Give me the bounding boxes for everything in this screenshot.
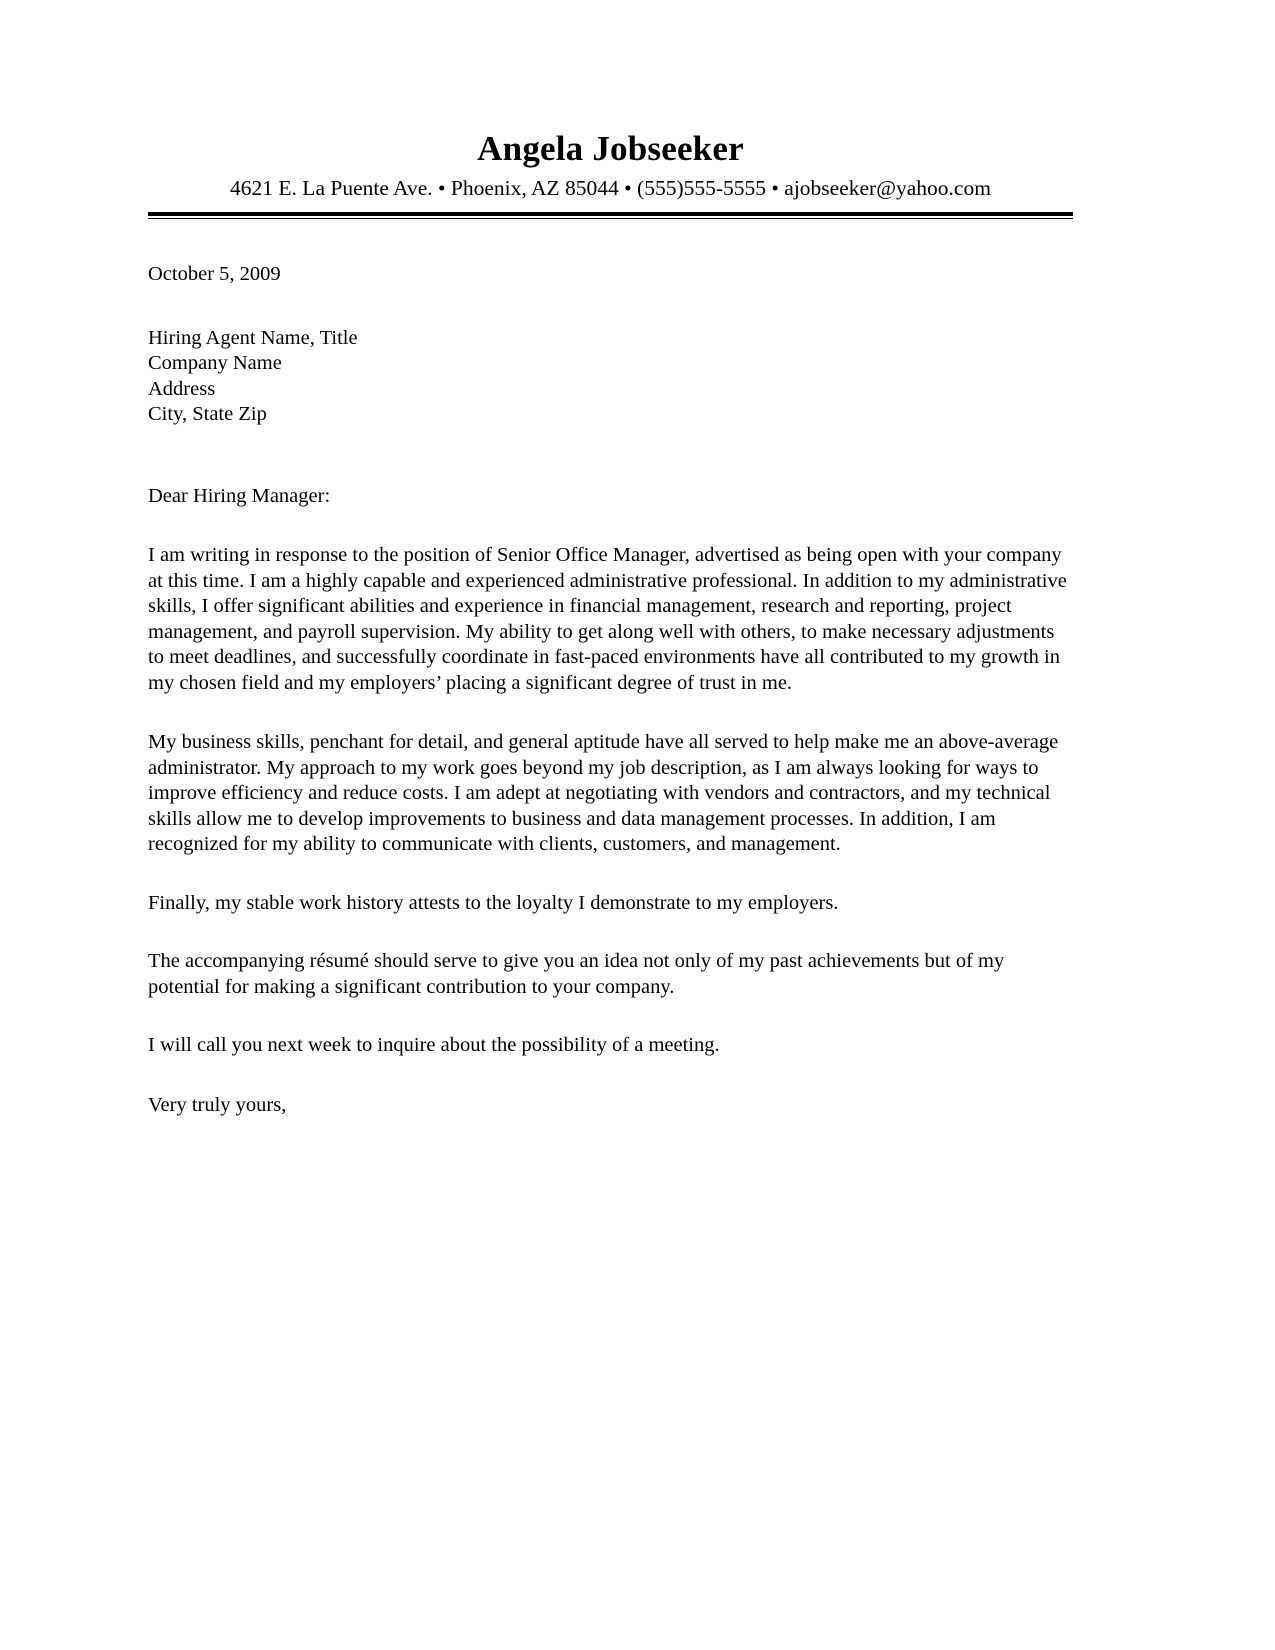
letter-body — [148, 262, 1073, 1118]
recipient-line: City, State Zip — [148, 403, 267, 425]
recipient-line: Address — [148, 377, 216, 400]
letterhead-divider-thick — [148, 212, 1073, 216]
letter-date: October 5, 2009 — [148, 263, 281, 285]
letterhead-divider-thin — [148, 218, 1073, 219]
sender-name: Angela Jobseeker — [477, 129, 744, 168]
letterhead — [148, 128, 1073, 219]
body-paragraph: Finally, my stable work history attests to the loyalty I demonstrate to my employers. — [148, 891, 839, 914]
sender-contact-line: 4621 E. La Puente Ave. • Phoenix, AZ 85044 • (555)555-5555 • ajobseeker@yahoo.com — [230, 176, 991, 201]
recipient-address-block — [148, 326, 1073, 428]
recipient-line: Company Name — [148, 352, 282, 374]
recipient-line: Hiring Agent Name, Title — [148, 326, 358, 349]
body-paragraph: My business skills, penchant for detail, and general aptitude have all served to help make me an above-average administrator. My approach to my work goes beyond my job description, as I am always looking for ways to improve efficiency and reduce costs. I am adept at negotiating with vendors and contractors, and my technical skills allow me to develop improvements to business and data management processes. In addition, I am recognized for my ability to communicate with clients, customers, and management. — [148, 731, 1059, 855]
closing-line: Very truly yours, — [148, 1093, 287, 1116]
body-paragraph: The accompanying résumé should serve to give you an idea not only of my past achievements but of my potential for making a significant contribution to your company. — [148, 950, 1005, 998]
salutation: Dear Hiring Manager: — [148, 484, 331, 507]
body-paragraph: I will call you next week to inquire about the possibility of a meeting. — [148, 1034, 720, 1056]
body-paragraph: I am writing in response to the position of Senior Office Manager, advertised as being open with your company at this time. I am a highly capable and experienced administrative professional. In addition to my administrative skills, I offer significant abilities and experience in financial management, research and reporting, project management, and payroll supervision. My ability to get along well with others, to make necessary adjustments to meet deadlines, and successfully coordinate in fast-paced environments have all contributed to my growth in my chosen field and my employers’ placing a significant degree of trust in me. — [148, 544, 1067, 694]
